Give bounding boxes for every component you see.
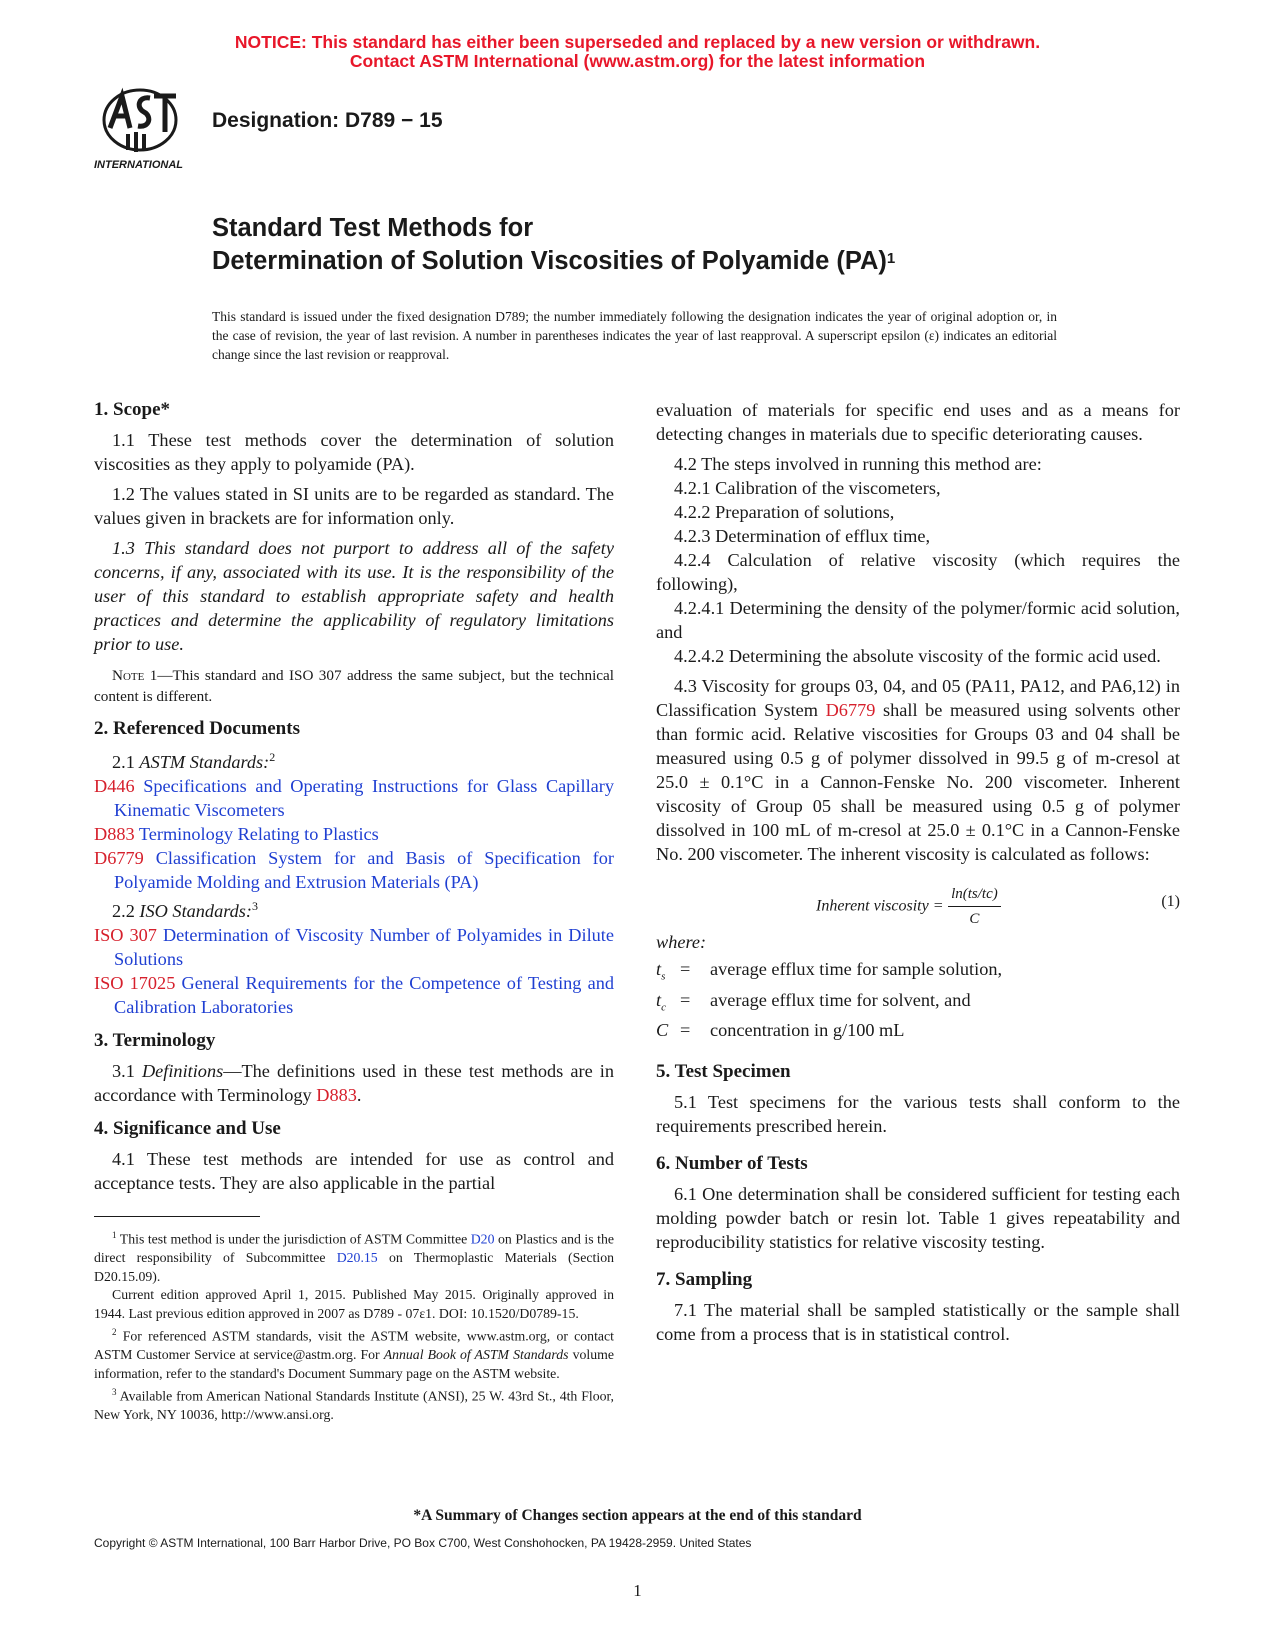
notice-banner	[0, 33, 1275, 71]
footnote-1: $^1$ This test method is under the jurisdiction of ASTM Committee D20 on Plastics and is the direct responsibility of Subcommittee D20.15 on Thermoplastic Materials (Section D20.15.09).	[94, 1230, 615, 1284]
para-1-3: 1.3 This standard does not purport to address all of the safety concerns, if any, associated with its use. It is the responsibility of the user of this standard to establish appropriate safety and health practices and determine the applicability of regulatory limitations prior to use.	[94, 538, 614, 654]
equation-denominator: C	[969, 911, 980, 927]
section-1-heading: 1. Scope*	[94, 399, 170, 420]
para-2-2	[94, 894, 614, 923]
para-4-1-continued: evaluation of materials for specific end uses and as a means for detecting changes in materials due to specific deteriorating causes.	[656, 400, 1180, 444]
summary-of-changes-note: *A Summary of Changes section appears at the end of this standard	[413, 1507, 862, 1524]
para-1-2: 1.2 The values stated in SI units are to be regarded as standard. The values given in brackets are for information only.	[94, 484, 614, 528]
committee-link-d20[interactable]: D20	[470, 1231, 495, 1247]
para-4-3-a: 4.3 Viscosity for groups 03, 04, and 05 (PA11, PA12, and PA6,12) in Classification System	[656, 676, 1180, 720]
astm-reference-list	[94, 774, 614, 894]
reference-code[interactable]: D6779	[94, 848, 144, 869]
symbol: t	[656, 959, 662, 979]
reference-d446[interactable]	[94, 774, 614, 822]
right-column	[656, 398, 1180, 1346]
symbol: t	[656, 989, 662, 1010]
section-4-heading: 4. Significance and Use	[94, 1118, 281, 1140]
definition: average efflux time for sample solution,	[710, 959, 1003, 979]
copyright: Copyright © ASTM International, 100 Barr Harbor Drive, PO Box C700, West Conshohocken, PA 19428-2959. United States	[94, 1536, 752, 1550]
title-line-1: Standard Test Methods for	[212, 214, 534, 242]
logo-text: INTERNATIONAL	[94, 159, 184, 171]
para-4-2-1: 4.2.1 Calibration of the viscometers,	[674, 478, 941, 498]
para-4-3-b: shall be measured using solvents other than formic acid. Relative viscosities for Groups 03 and 04 shall be measured using 0.5 g of polymer dissolved in 99.5 g of m-cresol at 25.0 ± 0.1°C in a Cannon-Fenske No. 200 viscometer. Inherent viscosity of Group 05 shall be measured using 0.5 g of polymer dissolved in 100 mL of m-cresol at 25.0 ± 0.1°C in a Cannon-Fenske No. 200 viscometer. The inherent viscosity is calculated as follows:	[656, 700, 1180, 864]
reference-link-d6779[interactable]: D6779	[825, 700, 876, 720]
reference-d6779[interactable]	[94, 846, 614, 894]
equation-numerator: ln(ts/tc)	[948, 882, 1001, 907]
reference-title[interactable]: General Requirements for the Competence of Testing and Calibration Laboratories	[114, 973, 615, 1018]
para-7-1: 7.1 The material shall be sampled statistically or the sample shall come from a process that is in statistical control.	[656, 1300, 1180, 1345]
equation-expression	[816, 882, 1001, 931]
footnote-1-a: This test method is under the jurisdiction of ASTM Committee	[119, 1231, 471, 1247]
para-1-1: 1.1 These test methods cover the determination of solution viscosities as they apply to polyamide (PA).	[94, 430, 614, 474]
footnote-divider	[94, 1216, 260, 1217]
equation-fraction	[948, 882, 1001, 931]
page-number: 1	[633, 1581, 642, 1600]
footnote-2-italic: Annual Book of ASTM Standards	[383, 1347, 569, 1363]
section-2-heading: 2. Referenced Documents	[94, 718, 300, 739]
footnote-2-b: volume information, refer to the standard's Document Summary page on the ASTM website.	[94, 1347, 614, 1381]
equals: =	[680, 989, 691, 1010]
footnote-2: $^2$ For referenced ASTM standards, visit the ASTM website, www.astm.org, or contact ASTM Customer Service at service@astm.org. For Annual Book of ASTM Standards volume information, refer to the standard's Document Summary page on the ASTM website.	[94, 1327, 614, 1381]
para-4-2-4-1: 4.2.4.1 Determining the density of the polymer/formic acid solution, and	[656, 598, 1180, 642]
para-3-1-num: 3.1	[112, 1061, 142, 1082]
para-2-1	[94, 745, 614, 774]
document-title	[212, 212, 895, 278]
footnote-1-c: on Thermoplastic Materials (Section D20.15.09).	[94, 1250, 614, 1284]
where-row	[656, 1019, 1002, 1042]
para-3-1-text: —The definitions used in these test methods are in accordance with Terminology	[94, 1061, 615, 1106]
note-1-label: Note	[112, 667, 145, 684]
para-3-1-end: .	[356, 1085, 362, 1106]
reference-iso-17025[interactable]	[94, 971, 614, 1019]
designation: Designation: D789 − 15	[212, 109, 443, 132]
para-2-2-text: ISO Standards:	[139, 901, 252, 922]
reference-title[interactable]: Determination of Viscosity Number of Polyamides in Dilute Solutions	[114, 925, 615, 970]
equation-1	[656, 872, 1180, 930]
para-4-2-3: 4.2.3 Determination of efflux time,	[674, 526, 931, 546]
reference-title[interactable]: Specifications and Operating Instructions for Glass Capillary Kinematic Viscometers	[114, 776, 614, 821]
equation-label: (1)	[1161, 893, 1180, 910]
footnote-1-edition: Current edition approved April 1, 2015. Published May 2015. Originally approved in 1944. Last previous edition approved in 2007 as D789 - 07ε1. DOI: 10.1520/D0789-15.	[94, 1287, 614, 1321]
para-2-1-text: ASTM Standards:	[139, 752, 270, 773]
definition: average efflux time for solvent, and	[710, 989, 971, 1010]
title-footnote-mark: 1	[886, 250, 896, 267]
section-7-heading: 7. Sampling	[656, 1269, 753, 1291]
symbol-subscript: c	[661, 1001, 666, 1014]
footnote-1-b: on Plastics and is the direct responsibility of Subcommittee	[94, 1231, 615, 1266]
para-4-1: 4.1 These test methods are intended for use as control and acceptance tests. They are also applicable in the partial	[94, 1149, 614, 1194]
para-4-2-4: 4.2.4 Calculation of relative viscosity (which requires the following),	[656, 550, 1180, 594]
reference-code[interactable]: D883	[94, 824, 135, 845]
where-row	[656, 989, 1002, 1020]
para-4-2-4-2: 4.2.4.2 Determining the absolute viscosity of the formic acid used.	[674, 646, 1161, 666]
para-6-1: 6.1 One determination shall be considered sufficient for testing each molding powder batch or resin lot. Table 1 gives repeatability and reproducibility statistics for relative viscosity testing.	[656, 1184, 1180, 1253]
reference-code[interactable]: ISO 307	[94, 925, 157, 946]
equation-lhs: Inherent viscosity =	[816, 897, 944, 915]
section-3-heading: 3. Terminology	[94, 1030, 216, 1052]
section-5-heading: 5. Test Specimen	[656, 1061, 791, 1083]
definition: concentration in g/100 mL	[710, 1020, 905, 1041]
reference-link-d883[interactable]: D883	[316, 1085, 357, 1106]
para-2-2-num: 2.2	[112, 901, 140, 922]
notice-line-2: Contact ASTM International (www.astm.org) for the latest information	[349, 51, 926, 71]
left-column	[94, 398, 614, 1195]
reference-code[interactable]: D446	[94, 776, 135, 797]
footnote-3: $^3$ Available from American National Standards Institute (ANSI), 25 W. 43rd St., 4th Floor, New York, NY 10036, http://www.ansi.org.	[94, 1387, 614, 1423]
para-4-3	[656, 674, 1180, 866]
equals: =	[680, 959, 691, 979]
para-2-1-num: 2.1	[112, 752, 140, 773]
para-5-1: 5.1 Test specimens for the various tests shall conform to the requirements prescribed herein.	[656, 1092, 1180, 1137]
para-2-1-sup: 2	[269, 750, 276, 764]
para-3-1	[94, 1059, 614, 1107]
reference-iso-307[interactable]	[94, 923, 614, 971]
reference-code[interactable]: ISO 17025	[94, 973, 176, 994]
where-definitions	[656, 958, 1002, 1042]
issued-statement: This standard is issued under the fixed designation D789; the number immediately following the designation indicates the year of original adoption or, in the case of revision, the year of last revision. A number in parentheses indicates the year of last reapproval. A superscript epsilon (ε) indicates an editorial change since the last revision or reapproval.	[212, 309, 1057, 362]
iso-reference-list	[94, 923, 614, 1019]
para-4-2: 4.2 The steps involved in running this method are:	[674, 454, 1042, 474]
footnote-2-a: For referenced ASTM standards, visit the ASTM website, www.astm.org, or contact ASTM Customer Service at service@astm.org. For	[94, 1328, 614, 1363]
footnote-3-text: Available from American National Standards Institute (ANSI), 25 W. 43rd St., 4th Floor, New York, NY 10036, http://www.ansi.org.	[94, 1388, 614, 1423]
reference-title[interactable]: Classification System for and Basis of Specification for Polyamide Molding and Extrusion Materials (PA)	[114, 848, 614, 893]
where-row	[656, 958, 1002, 989]
footnotes	[94, 1226, 614, 1425]
subcommittee-link-d20-15[interactable]: D20.15	[336, 1250, 378, 1266]
title-line-2	[212, 245, 895, 278]
para-4-2-2: 4.2.2 Preparation of solutions,	[674, 502, 895, 522]
reference-title[interactable]: Terminology Relating to Plastics	[134, 824, 379, 845]
section-6-heading: 6. Number of Tests	[656, 1153, 808, 1175]
equals: =	[680, 1020, 691, 1041]
symbol-subscript: s	[661, 970, 666, 983]
note-1	[94, 665, 614, 707]
para-2-2-sup: 3	[251, 899, 258, 914]
title-line-2-text: Determination of Solution Viscosities of Polyamide (PA)	[212, 247, 887, 275]
symbol: C	[656, 1020, 669, 1041]
para-3-1-term: Definitions	[141, 1061, 224, 1082]
where-label: where:	[656, 932, 707, 952]
notice-line-1: NOTICE: This standard has either been superseded and replaced by a new version or withdrawn.	[234, 32, 1041, 52]
reference-d883[interactable]	[94, 822, 614, 846]
astm-logo-icon	[92, 82, 194, 172]
note-1-text: 1—This standard and ISO 307 address the same subject, but the technical content is different.	[94, 667, 614, 705]
